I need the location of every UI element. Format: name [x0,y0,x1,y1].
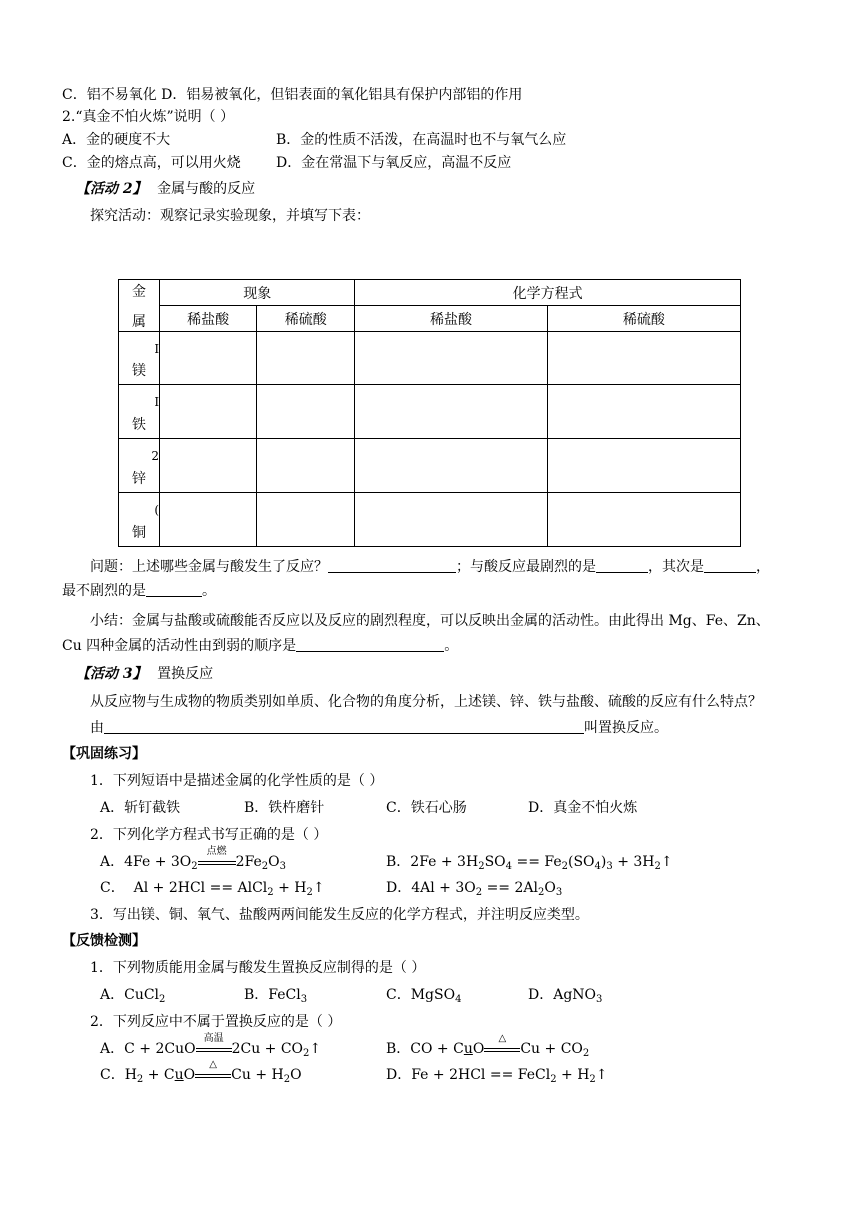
equation-hcl-header: 稀盐酸 [355,306,547,332]
feedback-q1-b: B．FeCl$_3$ [244,987,308,1005]
activity-3-title: 置换反应 [157,666,214,682]
practice-q1-c: C．铁石心肠 [386,800,467,816]
feedback-q2: 2．下列反应中不属于置换反应的是（ ） [90,1014,342,1030]
section-practice: 【巩固练习】 [62,746,146,762]
condition-heat-icon: △ [498,1033,507,1044]
answer-blank[interactable] [296,637,444,652]
metal-name: 铜 [132,525,147,541]
option-d: D．金在常温下与氧反应，高温不反应 [276,155,512,171]
question-text: 最不剧烈的是 [62,583,146,599]
section-feedback: 【反馈检测】 [62,933,146,949]
equation-header: 化学方程式 [355,280,741,306]
practice-q2-a: A．$4Fe + 3O_2$ 点燃 $2Fe_2O_3$ [100,846,287,872]
metal-name: 铁 [132,417,147,433]
answer-cell[interactable] [160,332,257,385]
feedback-q2-a: A．C + 2CuO 高温 $2Cu + CO_2↑$ [100,1033,322,1059]
activity-3-heading [76,665,213,683]
practice-q1-b: B．铁杵磨针 [244,800,325,816]
question-line-1 [90,558,770,576]
cell-mark: I [154,342,160,356]
activity-2-title: 金属与酸的反应 [157,181,256,197]
cell-mark: 2 [151,449,160,463]
phenomenon-h2so4-header: 稀硫酸 [257,306,355,332]
answer-cell[interactable] [355,385,547,439]
metal-name: 镁 [132,363,147,379]
practice-q1-d: D．真金不怕火炼 [528,800,638,816]
activity-3-question: 从反应物与生成物的物质类别如单质、化合物的角度分析，上述镁、锌、铁与盐酸、硫酸的反应有什么特点？ [90,694,762,710]
summary-text: Cu 四种金属的活动性由到弱的顺序是 [62,638,297,654]
activity-2-tag: 【活动 2】 [76,181,147,197]
answer-cell[interactable] [355,439,547,493]
feedback-q1: 1．下列物质能用金属与酸发生置换反应制得的是（ ） [90,960,426,976]
condition-ignite: 点燃 [206,846,227,857]
practice-q2: 2．下列化学方程式书写正确的是（ ） [90,827,328,843]
table-row [119,332,741,385]
phenomenon-hcl-header: 稀盐酸 [160,306,257,332]
cell-mark: I [154,395,160,409]
feedback-q2-d: D．Fe + 2HCl == FeCl$_2$ + $H_2↑$ [386,1067,608,1085]
question-text: ；与酸反应最剧烈的是 [456,559,596,575]
table-row [119,439,741,493]
answer-cell[interactable] [355,493,547,547]
metal-cell [119,385,160,439]
answer-cell[interactable] [547,439,740,493]
definition-line [90,719,668,737]
question-2: 2.“真金不怕火炼”说明（ ） [62,109,235,125]
metal-cell [119,332,160,385]
option-b: B．金的性质不活泼，在高温时也不与氧气么应 [276,132,567,148]
question-text: 问题：上述哪些金属与酸发生了反应？ [90,559,328,575]
definition-blank[interactable] [104,719,584,734]
practice-q2-b: B．$2Fe + 3H_2SO_4 == Fe_2(SO_4)_3$ + $3H_2↑$ [386,854,673,872]
summary-text: 。 [444,638,459,654]
feedback-q1-d: D．AgNO$_3$ [528,987,603,1005]
practice-q1-a: A．斩钉截铁 [100,800,181,816]
answer-cell[interactable] [160,493,257,547]
feedback-q2-c: C．$H_2$ + CuO △ $Cu + H_2O$ [100,1059,302,1085]
option-c: C．金的熔点高，可以用火烧 [62,155,241,171]
metal-header-2: 属 [132,313,147,330]
feedback-q2-b: B．CO + CuO △ $Cu + CO_2$ [386,1033,590,1059]
answer-cell[interactable] [160,439,257,493]
answer-blank[interactable] [704,558,756,573]
option-line-c-d: C．铝不易氧化 D．铝易被氧化，但铝表面的氧化铝具有保护内部铝的作用 [62,87,523,103]
activity-3-tag: 【活动 3】 [76,666,147,682]
summary-line-1: 小结：金属与盐酸或硫酸能否反应以及反应的剧烈程度，可以反映出金属的活动性。由此得出 Mg、Fe、Zn、 [90,613,770,629]
experiment-table [118,279,741,547]
answer-cell[interactable] [257,439,355,493]
answer-cell[interactable] [257,332,355,385]
metal-header-1: 金 [132,283,147,300]
answer-blank[interactable] [596,558,648,573]
answer-cell[interactable] [547,332,740,385]
practice-q2-d: D．$4Al + 3O_2 == 2Al_2O_3$ [386,880,563,898]
feedback-q1-c: C．MgSO$_4$ [386,987,462,1005]
definition-text: 叫置换反应。 [584,720,668,736]
question-text: ，其次是 [648,559,704,575]
practice-q3: 3．写出镁、铜、氧气、盐酸两两间能发生反应的化学方程式，并注明反应类型。 [90,907,589,923]
answer-cell[interactable] [160,385,257,439]
answer-cell[interactable] [257,385,355,439]
definition-text: 由 [90,720,104,736]
metal-header-cell [119,280,160,332]
metal-name: 锌 [132,471,147,487]
equation-h2so4-header: 稀硫酸 [547,306,740,332]
metal-cell [119,439,160,493]
practice-q1: 1．下列短语中是描述金属的化学性质的是（ ） [90,773,384,789]
answer-blank[interactable] [146,582,202,597]
condition-high-temp: 高温 [203,1033,224,1044]
condition-heat-icon: △ [209,1059,217,1070]
explore-instruction: 探究活动：观察记录实验现象，并填写下表： [90,208,370,224]
answer-blank[interactable] [328,558,456,573]
table-row [119,493,741,547]
summary-line-2 [62,637,458,655]
question-text: 。 [202,583,216,599]
phenomenon-header: 现象 [160,280,355,306]
question-line-2 [62,582,216,600]
answer-cell[interactable] [257,493,355,547]
answer-cell[interactable] [547,493,740,547]
answer-cell[interactable] [355,332,547,385]
activity-2-heading [76,180,255,198]
answer-cell[interactable] [547,385,740,439]
option-a: A．金的硬度不大 [62,132,171,148]
metal-cell [119,493,160,547]
feedback-q1-a: A．CuCl$_2$ [100,987,166,1005]
cell-mark: ( [154,503,160,517]
table-row [119,385,741,439]
practice-q2-c: C． Al + 2HCl == AlCl$_2$ + $H_2↑$ [100,880,325,898]
question-text: ， [756,559,770,575]
